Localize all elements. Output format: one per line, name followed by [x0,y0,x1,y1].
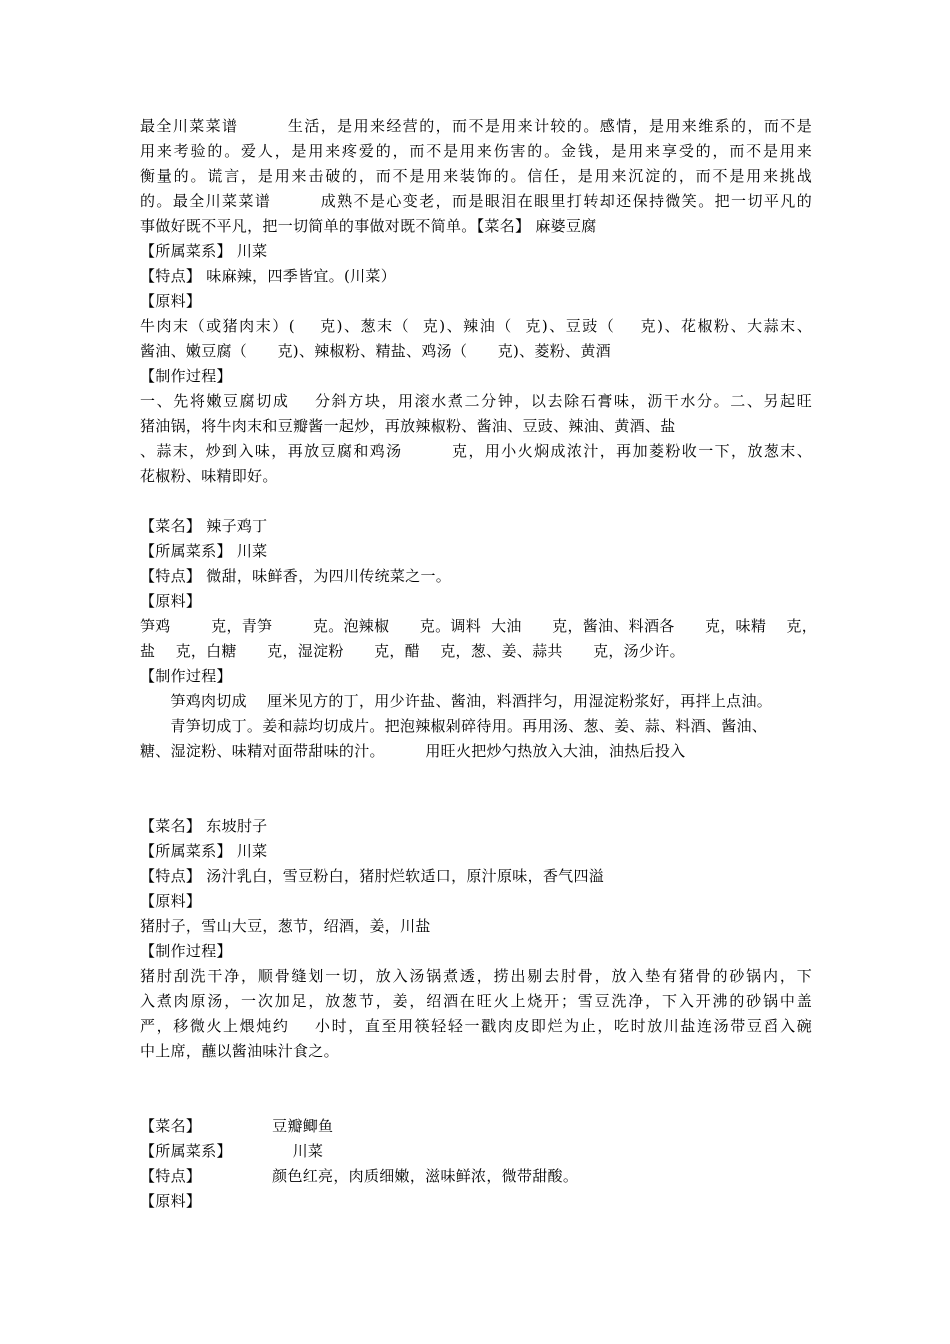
recipe2-process-label: 【制作过程】 [140,667,232,685]
recipe3-cuisine: 【所属菜系】 川菜 [140,842,268,860]
recipe2-process-line: 糖、湿淀粉、味精对面带甜味的汁。 用旺火把炒勺热放入大油，油热后投入 [140,742,686,760]
recipe1-ingredients-label: 【原料】 [140,292,202,310]
recipe2-process-line: 笋鸡肉切成 厘米见方的丁，用少许盐、酱油，料酒拌匀，用湿淀粉浆好，再拌上点油。 [140,692,773,710]
recipe3-ingredients-line: 猪肘子，雪山大豆，葱节，绍酒，姜，川盐 [140,917,431,935]
recipe1-process-line: 花椒粉、味精即好。 [140,467,278,485]
spacer [140,1064,812,1114]
recipe3-feature: 【特点】 汤汁乳白，雪豆粉白，猪肘烂软适口，原汁原味，香气四溢 [140,867,605,885]
recipe1-ingredients-line: 酱油、嫩豆腐（ 克)、辣椒粉、精盐、鸡汤（ 克)、菱粉、黄酒 [140,342,611,360]
intro-line-recipe1-name: 事做好既不平凡，把一切简单的事做对既不简单。【菜名】 麻婆豆腐 [140,217,597,235]
recipe2-process-line: 青笋切成丁。姜和蒜均切成片。把泡辣椒剁碎待用。再用汤、葱、姜、蒜、料酒、酱油、 [140,717,768,735]
recipe2-cuisine: 【所属菜系】 川菜 [140,542,268,560]
recipe3-process-line: 中上席，蘸以酱油味汁食之。 [140,1042,339,1060]
spacer [140,489,812,514]
recipe3-process-line: 入煮肉原汤，一次加足，放葱节，姜，绍酒在旺火上烧开；雪豆洗净，下入开沸的砂锅中盖 [140,992,812,1010]
recipe1-process-line: 一、先将嫩豆腐切成 分斜方块，用滚水煮二分钟，以去除石膏味，沥干水分。二、另起旺 [140,392,812,410]
recipe1-cuisine: 【所属菜系】 川菜 [140,242,268,260]
recipe1-process-line: 、蒜末，炒到入味，再放豆腐和鸡汤 克，用小火焖成浓汁，再加菱粉收一下，放葱末、 [140,442,812,460]
recipe3-process-line: 猪肘刮洗干净，顺骨缝划一切，放入汤锅煮透，捞出剔去肘骨，放入垫有猪骨的砂锅内，下 [140,967,812,985]
recipe2-ingredients-line: 盐 克，白糖 克，湿淀粉 克，醋 克，葱、姜、蒜共 克，汤少许。 [140,642,685,660]
recipe4-feature: 【特点】 颜色红亮，肉质细嫩，滋味鲜浓，微带甜酸。 [140,1167,579,1185]
recipe2-feature: 【特点】 微甜，味鲜香，为四川传统菜之一。 [140,567,452,585]
intro-line: 衡量的。谎言，是用来击破的，而不是用来装饰的。信任，是用来沉淀的，而不是用来挑战 [140,167,812,185]
recipe1-process-line: 猪油锅，将牛肉末和豆瓣酱一起炒，再放辣椒粉、酱油、豆豉、辣油、黄酒、盐 [140,417,676,435]
recipe4-cuisine: 【所属菜系】 川菜 [140,1142,324,1160]
recipe3-name: 【菜名】 东坡肘子 [140,817,268,835]
recipe1-process-label: 【制作过程】 [140,367,232,385]
document-body [140,114,818,1214]
intro-line: 的。最全川菜菜谱 成熟不是心变老，而是眼泪在眼里打转却还保持微笑。把一切平凡的 [140,192,812,210]
intro-line: 用来考验的。爱人，是用来疼爱的，而不是用来伤害的。金钱，是用来享受的，而不是用来 [140,142,812,160]
recipe4-ingredients-label: 【原料】 [140,1192,202,1210]
recipe3-ingredients-label: 【原料】 [140,892,202,910]
recipe2-ingredients-label: 【原料】 [140,592,202,610]
recipe2-name: 【菜名】 辣子鸡丁 [140,517,268,535]
recipe4-name: 【菜名】 豆瓣鲫鱼 [140,1117,334,1135]
recipe1-ingredients-line: 牛肉末（或猪肉末）( 克)、葱末（ 克)、辣油（ 克)、豆豉（ 克)、花椒粉、大蒜末、 [140,317,812,335]
intro-line: 最全川菜菜谱 生活，是用来经营的，而不是用来计较的。感情，是用来维系的，而不是 [140,117,812,135]
recipe3-process-line: 严，移微火上煨炖约 小时，直至用筷轻轻一戳肉皮即烂为止，吃时放川盐连汤带豆舀入碗 [140,1017,812,1035]
recipe1-feature: 【特点】 味麻辣，四季皆宜。(川菜） [140,267,397,285]
recipe3-process-label: 【制作过程】 [140,942,232,960]
spacer [140,764,812,814]
recipe2-ingredients-line: 笋鸡 克，青笋 克。泡辣椒 克。调料 大油 克，酱油、料酒各 克，味精 克， [140,617,818,635]
